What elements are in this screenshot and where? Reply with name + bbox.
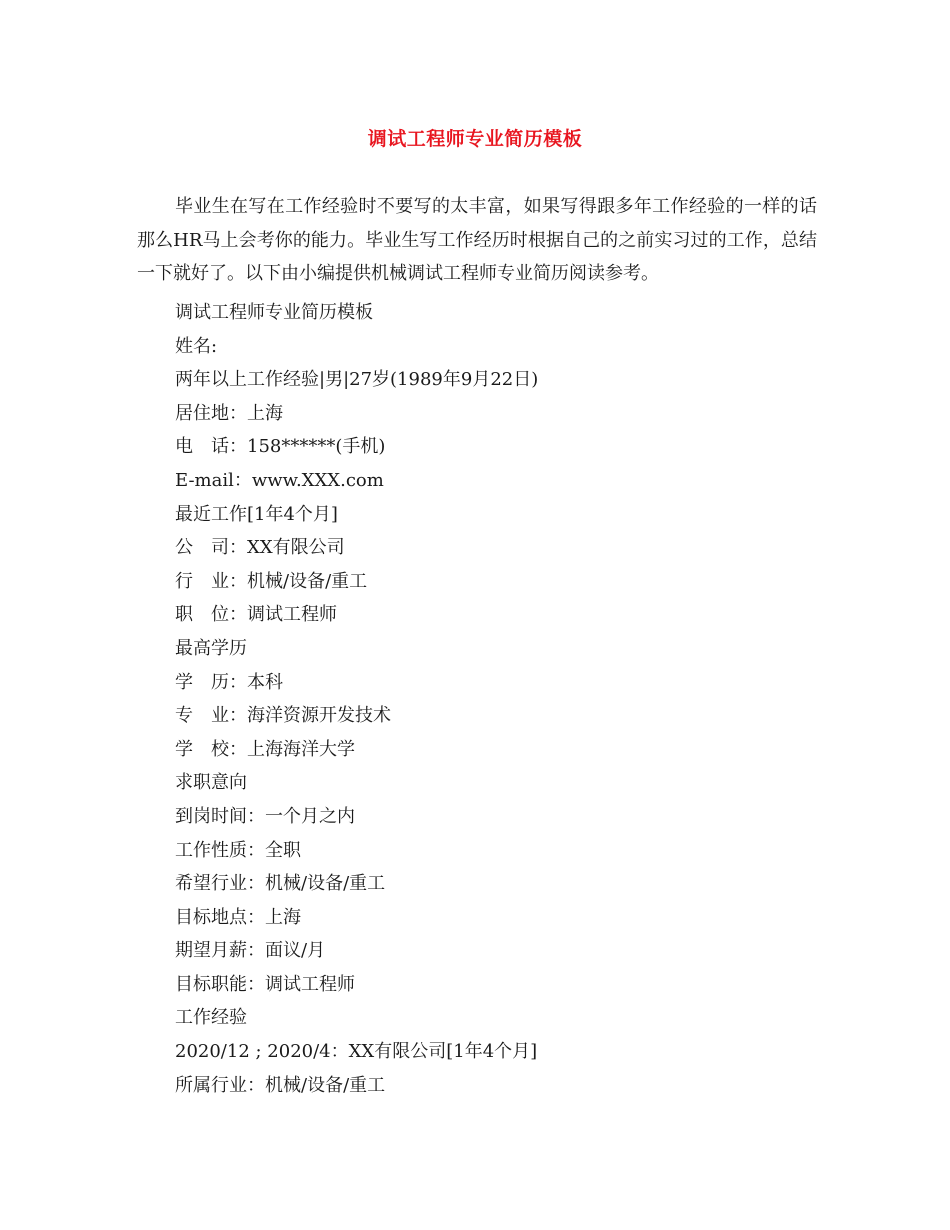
resume-line: 工作性质：全职	[175, 839, 301, 861]
resume-line: 最高学历	[175, 637, 247, 659]
resume-line: 希望行业：机械/设备/重工	[175, 873, 386, 895]
resume-line: 求职意向	[175, 772, 247, 794]
resume-line: 学 校：上海海洋大学	[175, 738, 355, 760]
resume-lines	[175, 296, 538, 1102]
resume-line: 行 业：机械/设备/重工	[175, 570, 368, 592]
resume-line: 姓名:	[175, 335, 218, 357]
resume-line: 公 司：XX有限公司	[175, 537, 345, 559]
resume-line: 两年以上工作经验|男|27岁(1989年9月22日)	[175, 369, 539, 391]
resume-line: 所属行业：机械/设备/重工	[175, 1074, 386, 1096]
document-title: 调试工程师专业简历模板	[367, 128, 583, 150]
resume-line: 电 话：158******(手机)	[175, 436, 386, 458]
resume-line: E-mail：www.XXX.com	[175, 469, 384, 491]
resume-line: 期望月薪：面议/月	[175, 940, 326, 962]
intro-paragraph: 毕业生在写在工作经验时不要写的太丰富，如果写得跟多年工作经验的一样的话那么HR马上会考你的能力。毕业生写工作经历时根据自己的之前实习过的工作，总结一下就好了。以下由小编提供机械调试工程师专业简历阅读参考。	[137, 196, 817, 284]
resume-line: 到岗时间：一个月之内	[175, 805, 355, 827]
resume-line: 专 业：海洋资源开发技术	[175, 705, 391, 727]
resume-line: 调试工程师专业简历模板	[175, 302, 373, 323]
resume-line: 最近工作[1年4个月]	[175, 503, 338, 525]
resume-line: 工作经验	[175, 1007, 247, 1029]
resume-line: 职 位：调试工程师	[175, 604, 337, 626]
resume-line: 2020/12 ; 2020/4：XX有限公司[1年4个月]	[175, 1041, 538, 1063]
resume-line: 学 历：本科	[175, 671, 283, 693]
resume-line: 目标地点：上海	[175, 906, 301, 928]
resume-line: 目标职能：调试工程师	[175, 973, 355, 995]
resume-line: 居住地：上海	[175, 402, 283, 424]
